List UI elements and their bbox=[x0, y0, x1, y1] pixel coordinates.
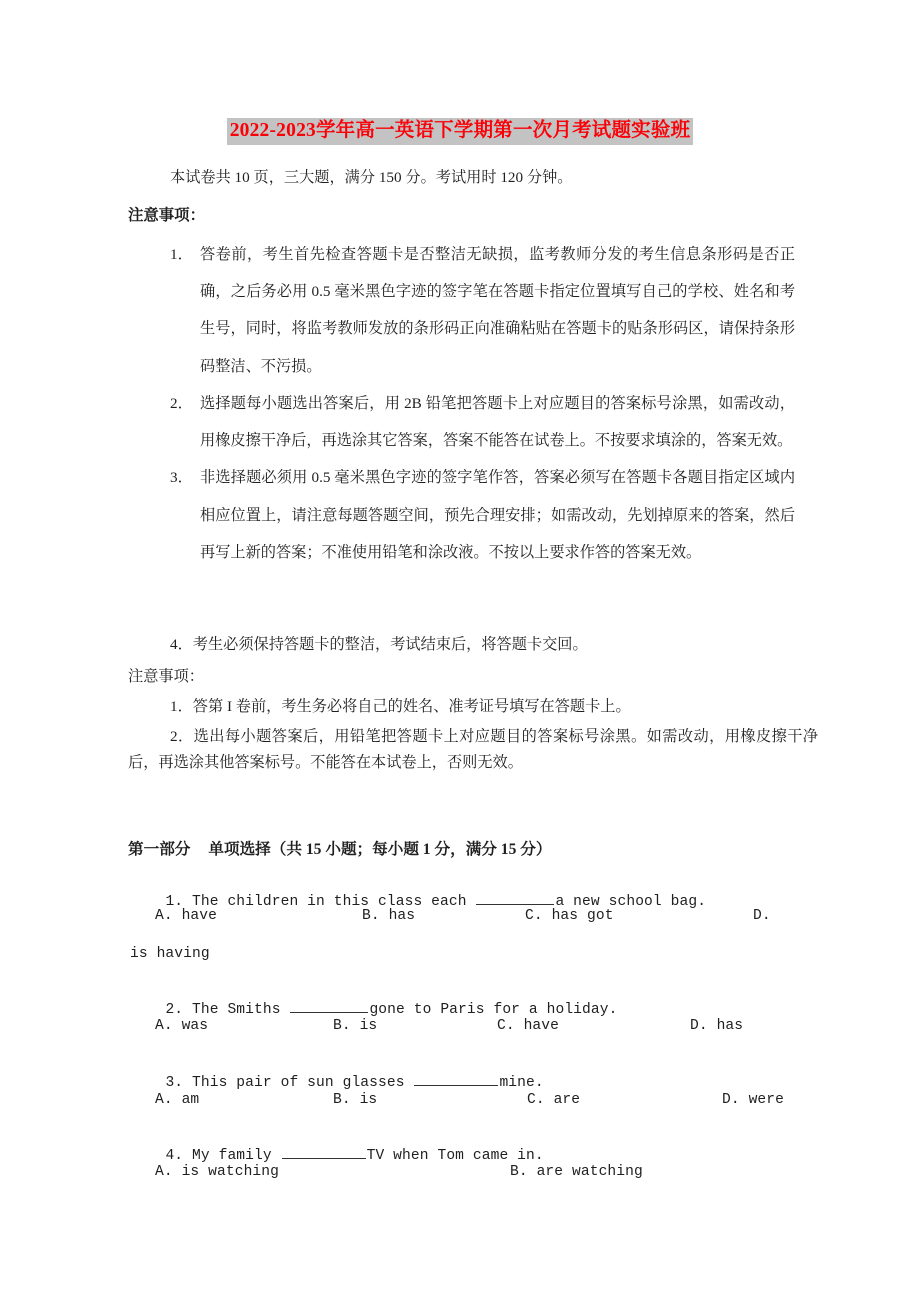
answer-blank[interactable] bbox=[476, 890, 554, 905]
question-3-stem-after: mine. bbox=[499, 1074, 544, 1091]
question-3-option-b[interactable]: B. is bbox=[333, 1092, 378, 1108]
question-1-stem-after: a new school bag. bbox=[555, 893, 707, 910]
question-2-option-a[interactable]: A. was bbox=[155, 1018, 209, 1034]
question-1-option-b[interactable]: B. has bbox=[362, 908, 416, 924]
notice-list-primary bbox=[170, 236, 795, 571]
notice-item-number: 1． bbox=[170, 246, 193, 263]
question-2-stem-after: gone to Paris for a holiday. bbox=[369, 1001, 618, 1018]
notice-item-4: 4．考生必须保持答题卡的整洁，考试结束后，将答题卡交回。 bbox=[170, 636, 588, 653]
part-one-label: 第一部分 bbox=[128, 841, 191, 858]
question-3-option-d[interactable]: D. were bbox=[722, 1092, 785, 1108]
notice-item bbox=[170, 459, 795, 571]
part-one-heading bbox=[128, 838, 551, 862]
notice-heading-secondary: 注意事项： bbox=[128, 668, 204, 685]
notice-item: 1．答第 I 卷前，考生务必将自己的姓名、准考证号填写在答题卡上。 bbox=[170, 698, 631, 715]
notice-list-secondary bbox=[128, 694, 818, 780]
page-title: 2022-2023学年高一英语下学期第一次月考试题实验班 bbox=[227, 118, 694, 145]
title-row bbox=[0, 118, 920, 145]
notice-heading-primary: 注意事项： bbox=[128, 207, 205, 224]
question-4-stem-before: 4. My family bbox=[165, 1147, 281, 1164]
notice-item-number: 2． bbox=[170, 394, 193, 412]
question-4-option-a[interactable]: A. is watching bbox=[155, 1164, 280, 1180]
question-4-stem-after: TV when Tom came in. bbox=[366, 1147, 544, 1164]
part-one-name: 单项选择（共 15 小题；每小题 1 分，满分 15 分） bbox=[208, 841, 552, 858]
exam-intro-line: 本试卷共 10 页，三大题，满分 150 分。考试用时 120 分钟。 bbox=[170, 169, 573, 186]
notice-item-text: 非选择题必须用 0.5 毫米黑色字迹的签字笔作答，答案必须写在答题卡各题目指定区域内相应位置上，请注意每题答题空间，预先合理安排；如需改动，先划掉原来的答案，然后再写上新的答案；不准使用铅笔和涂改液。不按以上要求作答的答案无效。 bbox=[200, 469, 795, 561]
notice-item-number: 3． bbox=[170, 469, 193, 487]
answer-blank[interactable] bbox=[282, 1144, 366, 1159]
question-2-option-c[interactable]: C. have bbox=[497, 1018, 560, 1034]
notice-item: 2．选出每小题答案后，用铅笔把答题卡上对应题目的答案标号涂黑。如需改动，用橡皮擦干净后，再选涂其他答案标号。不能答在本试卷上，否则无效。 bbox=[128, 728, 818, 772]
notice-item bbox=[170, 236, 795, 385]
notice-item-text: 选择题每小题选出答案后，用 2B 铅笔把答题卡上对应题目的答案标号涂黑，如需改动，用橡皮擦干净后，再选涂其它答案，答案不能答在试卷上。不按要求填涂的，答案无效。 bbox=[200, 394, 795, 450]
question-1-option-d-wrap: is having bbox=[130, 946, 210, 962]
question-2-option-d[interactable]: D. has bbox=[690, 1018, 744, 1034]
answer-blank[interactable] bbox=[414, 1071, 498, 1086]
question-1-option-d[interactable]: D. bbox=[753, 908, 771, 924]
notice-item bbox=[170, 385, 795, 459]
question-2-option-b[interactable]: B. is bbox=[333, 1018, 378, 1034]
answer-blank[interactable] bbox=[290, 998, 368, 1013]
question-4-option-b[interactable]: B. are watching bbox=[510, 1164, 643, 1180]
question-1-option-c[interactable]: C. has got bbox=[525, 908, 614, 924]
question-2-stem-before: 2. The Smiths bbox=[165, 1001, 290, 1018]
question-1-option-a[interactable]: A. have bbox=[155, 908, 218, 924]
notice-item-text: 答卷前，考生首先检查答题卡是否整洁无缺损，监考教师分发的考生信息条形码是否正确，之后务必用 0.5 毫米黑色字迹的签字笔在答题卡指定位置填写自己的学校、姓名和考生号，同时，将监考教师发放的条形码正向准确粘贴在答题卡的贴条形码区，请保持条形码整洁、不污损。 bbox=[200, 246, 795, 375]
question-3-option-c[interactable]: C. are bbox=[527, 1092, 581, 1108]
question-1-stem-before: 1. The children in this class each bbox=[165, 893, 476, 910]
question-3-option-a[interactable]: A. am bbox=[155, 1092, 200, 1108]
question-3-stem-before: 3. This pair of sun glasses bbox=[165, 1074, 414, 1091]
